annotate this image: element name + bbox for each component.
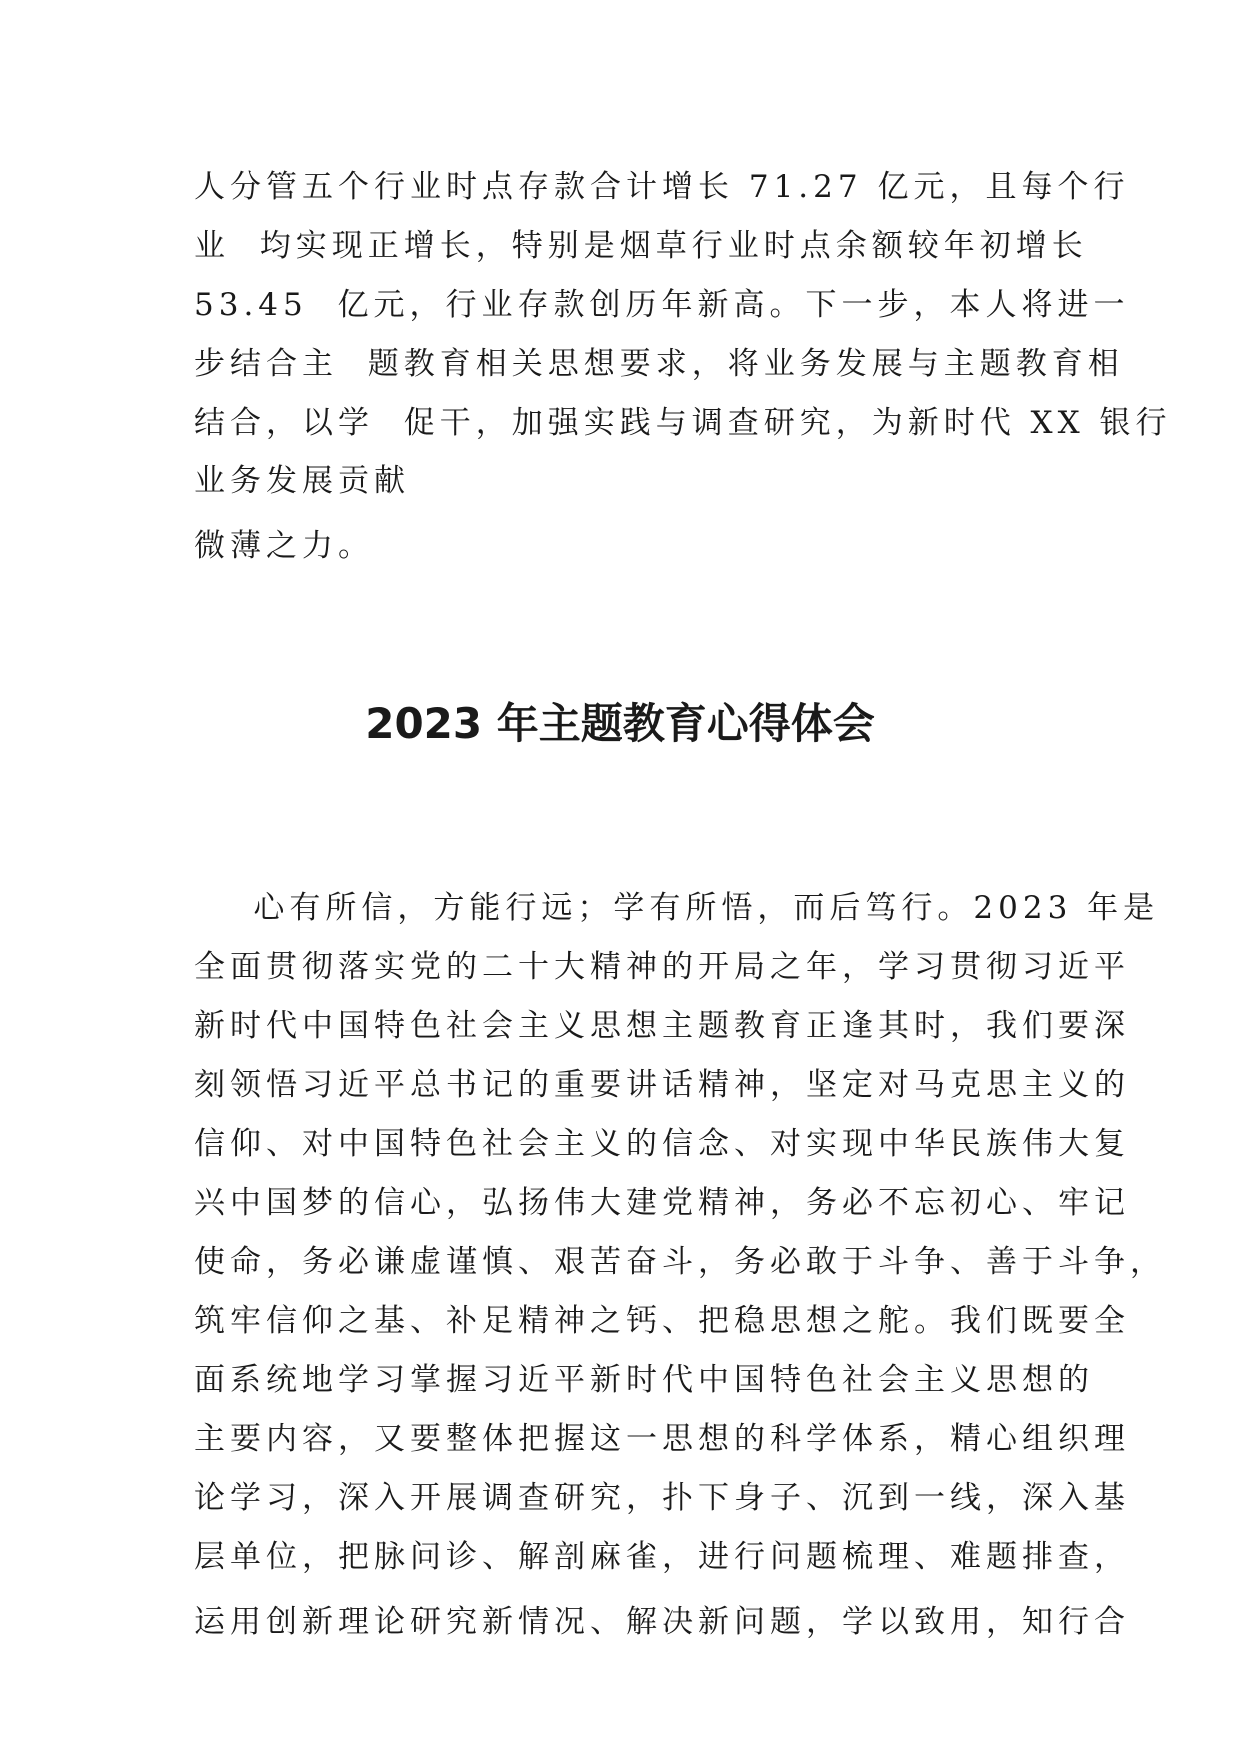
- text-line: 微薄之力。: [194, 528, 374, 564]
- text-line: 使命，务必谦虚谨慎、艰苦奋斗，务必敢于斗争、善于斗争，: [194, 1244, 1166, 1280]
- text-line: 步结合主 题教育相关思想要求，将业务发展与主题教育相: [194, 346, 1124, 382]
- text-line: 主要内容，又要整体把握这一思想的科学体系，精心组织理: [194, 1421, 1130, 1457]
- text-line: 结合，以学 促干，加强实践与调查研究，为新时代 XX 银行: [194, 405, 1172, 441]
- text-line: 心有所信，方能行远；学有所悟，而后笃行。2023 年是: [194, 890, 1160, 926]
- text-line: 信仰、对中国特色社会主义的信念、对实现中华民族伟大复: [194, 1126, 1130, 1162]
- text-line: 层单位，把脉问诊、解剖麻雀，进行问题梳理、难题排查，: [194, 1539, 1130, 1575]
- text-line: 全面贯彻落实党的二十大精神的开局之年，学习贯彻习近平: [194, 949, 1130, 985]
- document-title: 2023 年主题教育心得体会: [365, 699, 875, 748]
- text-line: 刻领悟习近平总书记的重要讲话精神，坚定对马克思主义的: [194, 1067, 1130, 1103]
- text-line: 论学习，深入开展调查研究，扑下身子、沉到一线，深入基: [194, 1480, 1130, 1516]
- text-line: 业 均实现正增长，特别是烟草行业时点余额较年初增长: [194, 228, 1088, 264]
- text-line: 兴中国梦的信心，弘扬伟大建党精神，务必不忘初心、牢记: [194, 1185, 1130, 1221]
- text-line: 业务发展贡献: [194, 463, 410, 499]
- text-line: 53.45 亿元，行业存款创历年新高。下一步，本人将进一: [194, 287, 1130, 323]
- text-line: 筑牢信仰之基、补足精神之钙、把稳思想之舵。我们既要全: [194, 1303, 1130, 1339]
- text-line: 新时代中国特色社会主义思想主题教育正逢其时，我们要深: [194, 1008, 1130, 1044]
- text-line: 运用创新理论研究新情况、解决新问题，学以致用，知行合: [194, 1604, 1130, 1640]
- text-line: 面系统地学习掌握习近平新时代中国特色社会主义思想的: [194, 1362, 1094, 1398]
- text-line: 人分管五个行业时点存款合计增长 71.27 亿元，且每个行: [194, 169, 1130, 205]
